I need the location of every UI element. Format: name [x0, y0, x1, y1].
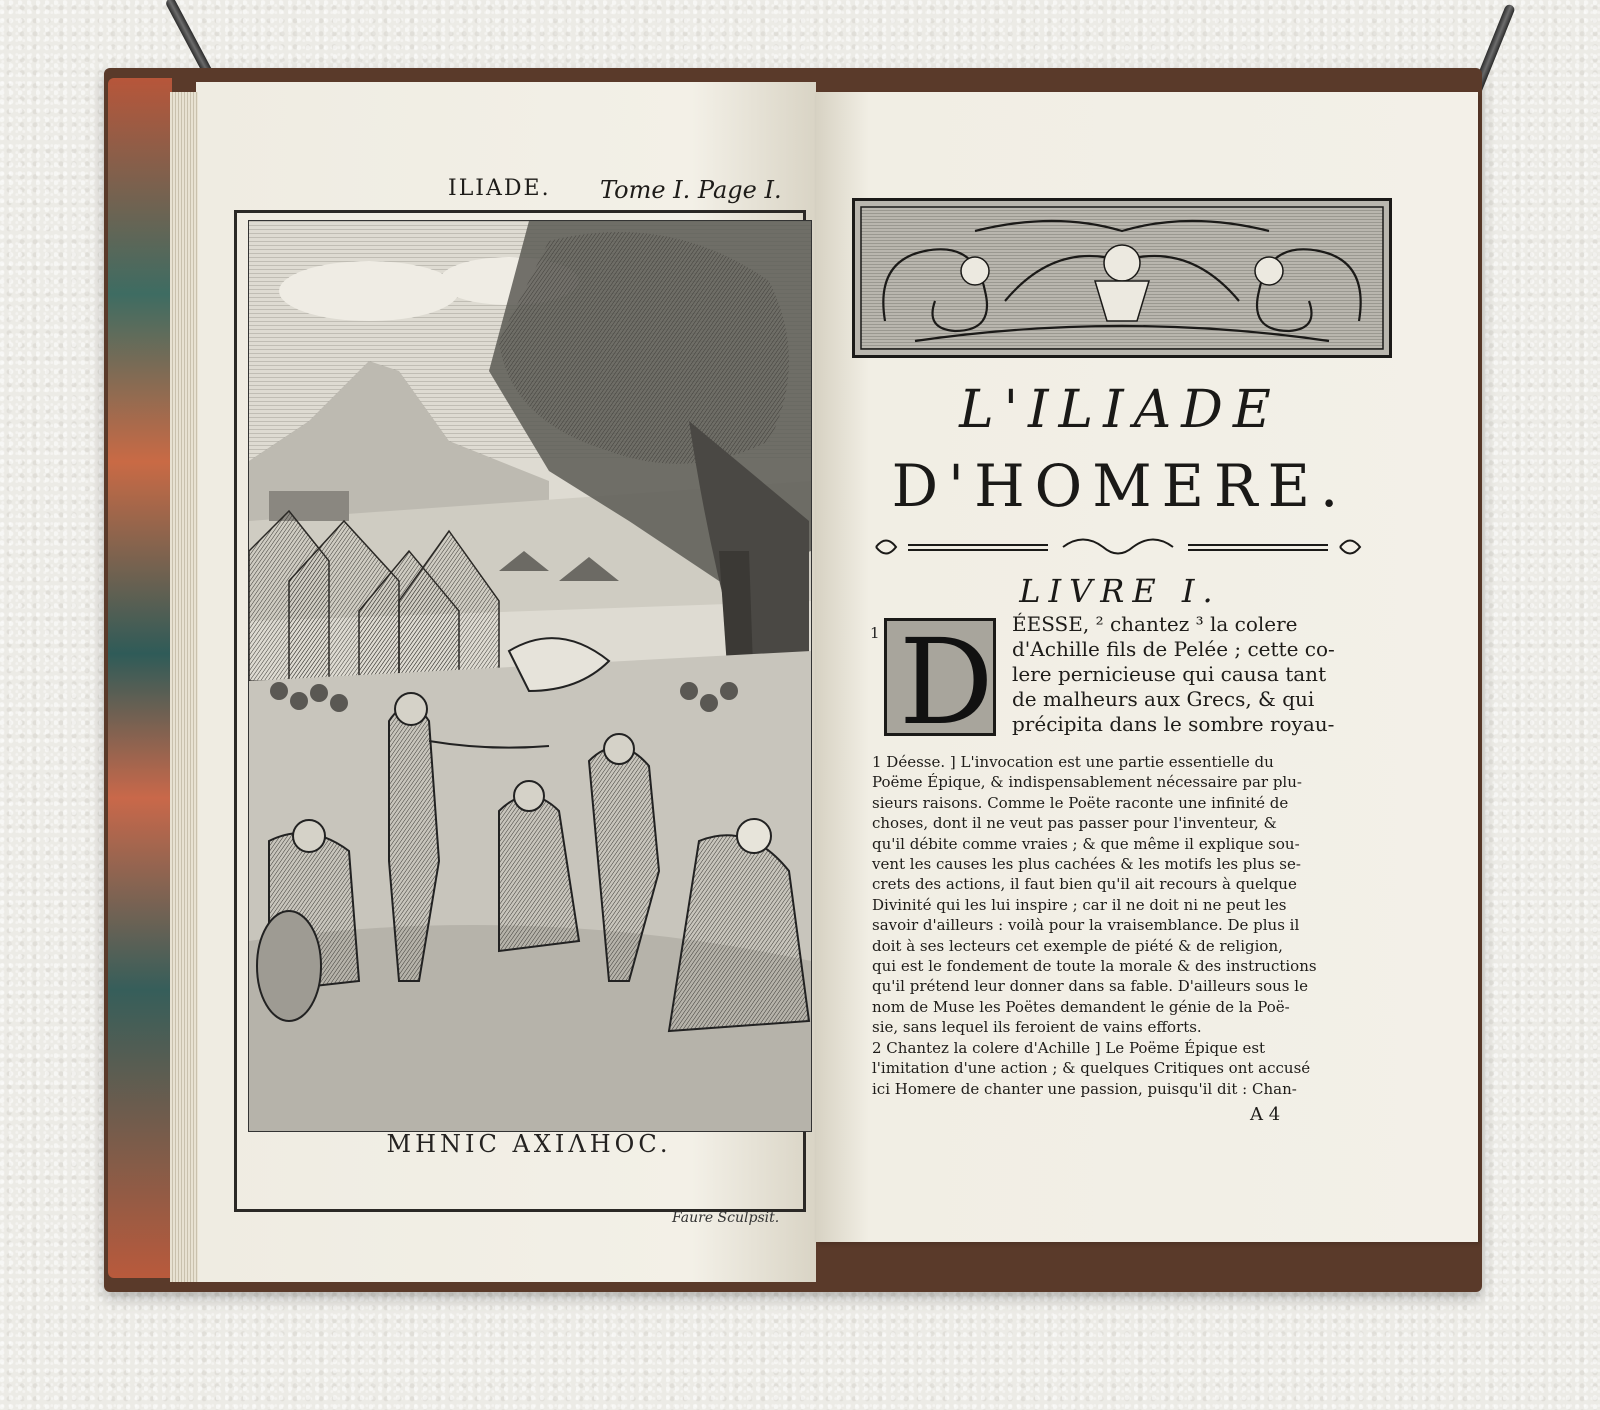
- note-line: sieurs raisons. Comme le Poëte raconte une infinité de: [872, 793, 1289, 812]
- text-line: précipita dans le sombre royau-: [1012, 712, 1335, 736]
- decorative-rule: [868, 532, 1368, 562]
- note-line: qu'il débite comme vraies ; & que même il explique sou-: [872, 834, 1300, 853]
- note-line: Divinité qui les lui inspire ; car il ne doit ni ne peut les: [872, 895, 1287, 914]
- page-edges: [170, 92, 198, 1282]
- note-line: 2 Chantez la colere d'Achille ] Le Poëme Épique est: [872, 1038, 1266, 1057]
- plate-header-title: ILIADE.: [448, 176, 551, 201]
- book-number: LIVRE I.: [1019, 572, 1221, 610]
- engraver-signature: Faure Sculpsit.: [672, 1210, 780, 1226]
- note-line: vent les causes les plus cachées & les motifs les plus se-: [872, 855, 1301, 874]
- note-line: qu'il prétend leur donner dans sa fable. D'ailleurs sous le: [872, 977, 1308, 996]
- text-line: de malheurs aux Grecs, & qui: [1012, 687, 1315, 711]
- drop-cap-initial: [884, 613, 996, 751]
- text-line: d'Achille fils de Pelée ; cette co-: [1012, 637, 1335, 661]
- verse-number: 1: [870, 624, 880, 642]
- text-line: ÉESSE, ² chantez ³ la colere: [1012, 612, 1298, 636]
- plate-header-tome: Tome I. Page I.: [600, 176, 782, 204]
- engraving-illustration: [248, 220, 812, 1132]
- footnotes: [872, 752, 1372, 1099]
- note-line: nom de Muse les Poëtes demandent le génie de la Poë-: [872, 997, 1290, 1016]
- headpiece-ornament: [852, 198, 1392, 358]
- note-line: Poëme Épique, & indispensablement nécessaire par plu-: [872, 773, 1302, 792]
- text-line: lere pernicieuse qui causa tant: [1012, 662, 1327, 686]
- book-title-line2: D'HOMERE.: [891, 452, 1349, 520]
- note-line: qui est le fondement de toute la morale & des instructions: [872, 957, 1317, 976]
- headpiece-ornament-art: [855, 201, 1389, 355]
- engraving-scene: [249, 221, 811, 1131]
- engraving-caption: ΜΗΝΙC ΑΧΙΛΗΟC.: [386, 1130, 672, 1158]
- note-line: l'imitation d'une action ; & quelques Critiques ont accusé: [872, 1059, 1311, 1078]
- note-line: 1 Déesse. ] L'invocation est une partie essentielle du: [872, 753, 1274, 771]
- note-line: savoir d'ailleurs : voilà pour la vraisemblance. De plus il: [872, 916, 1300, 935]
- note-line: ici Homere de chanter une passion, puisqu'il dit : Chan-: [872, 1079, 1297, 1098]
- plate-header: [448, 176, 782, 204]
- drop-cap-letter: D: [899, 613, 994, 751]
- signature-mark: A 4: [1250, 1104, 1281, 1125]
- note-line: doit à ses lecteurs cet exemple de piété & de religion,: [872, 936, 1283, 955]
- book-title-line1: L'ILIADE: [959, 380, 1281, 440]
- note-line: choses, dont il ne veut pas passer pour l'inventeur, &: [872, 814, 1277, 833]
- note-line: sie, sans lequel ils feroient de vains efforts.: [872, 1018, 1202, 1037]
- marbled-edge: [108, 78, 172, 1278]
- main-text: [1012, 612, 1374, 737]
- note-line: crets des actions, il faut bien qu'il ait recours à quelque: [872, 875, 1297, 894]
